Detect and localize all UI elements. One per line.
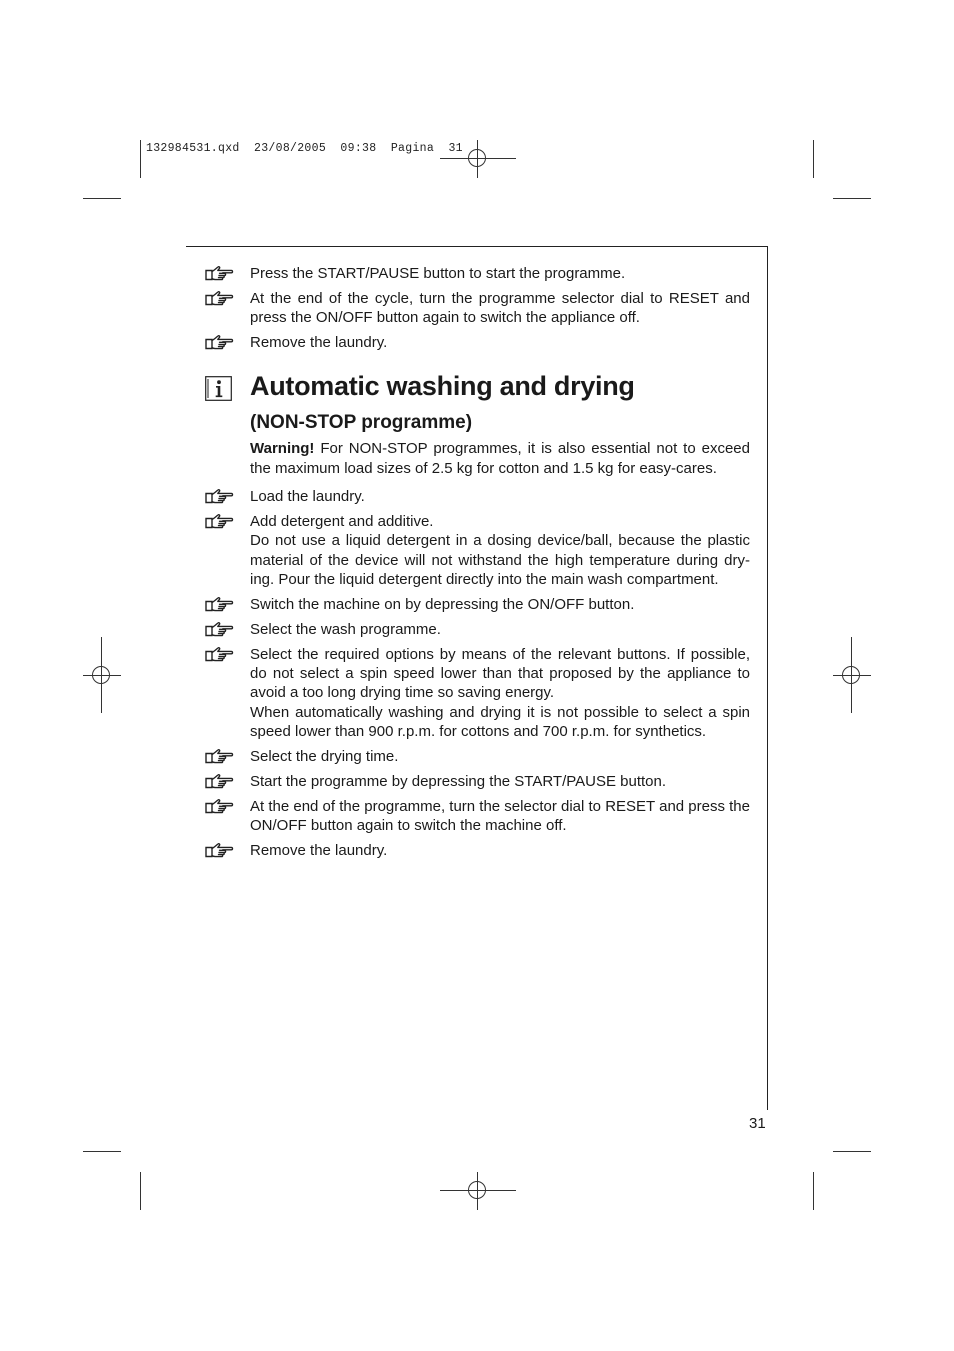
list-item (205, 487, 750, 506)
list-item (205, 841, 750, 860)
page-number: 31 (749, 1115, 766, 1132)
pointing-hand-icon (205, 265, 235, 283)
pointing-hand-icon (205, 842, 235, 860)
frame-right-rule (767, 246, 768, 1110)
pointing-hand-icon (205, 798, 235, 816)
pointing-hand-icon (205, 334, 235, 352)
list-item (205, 747, 750, 766)
section-title: Automatic washing and drying (250, 371, 635, 402)
pointing-hand-icon (205, 596, 235, 614)
list-item (205, 264, 750, 283)
pointing-hand-icon (205, 621, 235, 639)
step-note: Do not use a liquid detergent in a dosing device/ball, because the plastic material of the device will not withstand the high temperature during dry-ing. Pour the liquid detergent directly into the main wash compartment. (250, 532, 750, 589)
step-text: Press the START/PAUSE button to start the programme. (250, 265, 626, 282)
step-text: Select the required options by means of the relevant buttons. If possible, do not select a spin speed lower than that proposed by the appliance to avoid a too long drying time so saving energy. (250, 645, 750, 702)
step-list-top (205, 264, 750, 352)
list-item (205, 512, 750, 590)
pointing-hand-icon (205, 646, 235, 664)
pointing-hand-icon (205, 513, 235, 531)
list-item (205, 772, 750, 791)
list-item (205, 620, 750, 639)
step-list-section (205, 487, 750, 860)
list-item (205, 289, 750, 328)
pointing-hand-icon (205, 290, 235, 308)
list-item (205, 333, 750, 352)
warning-note (250, 439, 750, 478)
section-header (205, 366, 750, 478)
warning-label: Warning! (250, 440, 315, 458)
step-text: Load the laundry. (250, 488, 365, 506)
page-content (205, 264, 750, 866)
print-slug: 132984531.qxd 23/08/2005 09:38 Pagina 31 (146, 142, 463, 155)
step-text: Select the drying time. (250, 748, 399, 766)
step-text: Start the programme by depressing the START/PAUSE button. (250, 772, 667, 790)
list-item (205, 645, 750, 742)
list-item (205, 595, 750, 614)
list-item (205, 797, 750, 836)
step-text: Switch the machine on by depressing the ON/OFF button. (250, 596, 635, 614)
step-note: When automatically washing and drying it is not possible to select a spin speed lower than 900 r.p.m. for cottons and 700 r.p.m. for synthetics. (250, 703, 750, 741)
step-text: Remove the laundry. (250, 841, 388, 859)
section-subtitle: (NON-STOP programme) (250, 412, 473, 434)
step-text: At the end of the programme, turn the selector dial to RESET and press the ON/OFF button again to switch the machine off. (250, 797, 750, 835)
info-icon (205, 376, 232, 401)
pointing-hand-icon (205, 773, 235, 791)
warning-text: For NON-STOP programmes, it is also essential not to exceed the maximum load sizes of 2.5 kg for cotton and 1.5 kg for easy-cares. (250, 440, 750, 477)
step-text: At the end of the cycle, turn the programme selector dial to RESET and press the ON/OFF button again to switch the appliance off. (250, 289, 750, 327)
step-text: Remove the laundry. (250, 334, 388, 351)
frame-top-rule (186, 246, 768, 247)
step-text: Add detergent and additive. (250, 513, 434, 531)
pointing-hand-icon (205, 748, 235, 766)
pointing-hand-icon (205, 488, 235, 506)
step-text: Select the wash programme. (250, 620, 441, 638)
